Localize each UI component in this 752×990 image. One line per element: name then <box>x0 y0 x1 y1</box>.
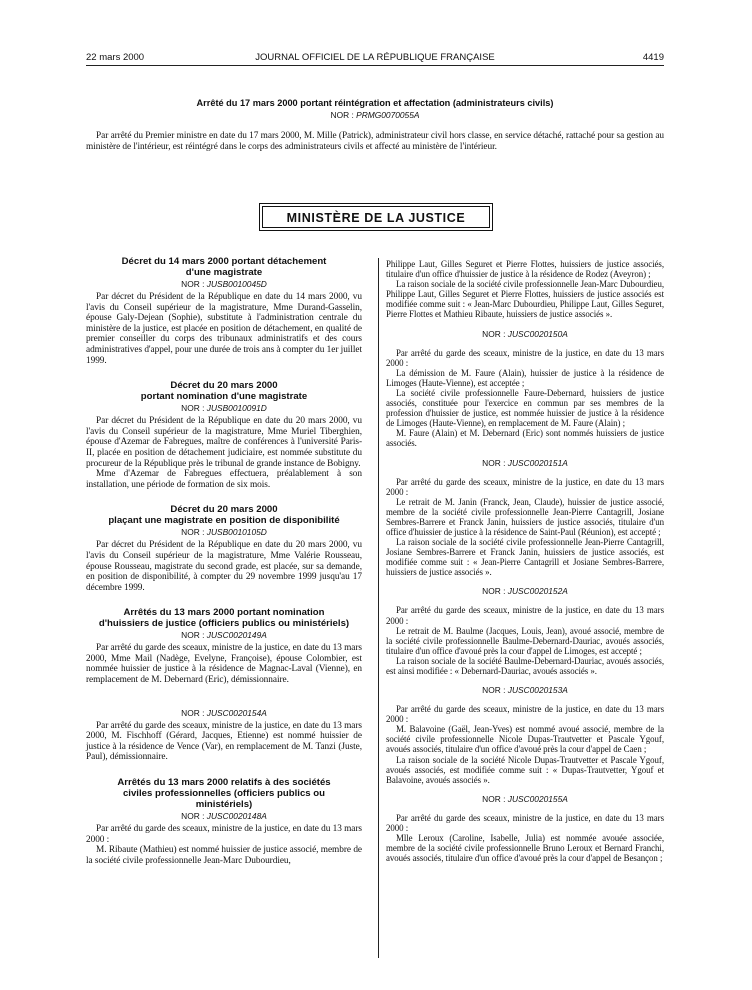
section-title: Décret du 20 mars 2000 portant nomination d'une magistrate <box>140 380 308 403</box>
paragraph: Par arrêté du garde des sceaux, ministre de la justice, en date du 13 mars 2000 : <box>386 476 664 497</box>
paragraph: La démission de M. Faure (Alain), huissier de justice à la résidence de Limoges (Haute-Vienne), est acceptée ; <box>386 367 664 388</box>
journal-title: JOURNAL OFFICIEL DE LA RÉPUBLIQUE FRANÇAISE <box>255 52 495 63</box>
section-title: Décret du 20 mars 2000 plaçant une magistrate en position de disponibilité <box>108 504 340 527</box>
arrete-body: Par arrêté du Premier ministre en date du 17 mars 2000, M. Mille (Patrick), administrateur civil hors classe, en service détaché, rattaché pour sa gestion au ministère de l'intérieur, est réintégré dans le corps des administrateurs civils et affecté au ministère de l'intérieur. <box>86 131 664 152</box>
ministry-heading: MINISTÈRE DE LA JUSTICE <box>262 206 490 228</box>
paragraph: La société civile professionnelle Faure-Debernard, huissiers de justice associés, constituée pour l'exercice en commun par ses membres de la profession d'huissier de justice, est nommée huissier de justice à la résidence de Limoges (Haute-Vienne), en remplacement de M. Faure (Alain) ; <box>386 387 664 429</box>
paragraph: Le retrait de M. Baulme (Jacques, Louis, Jean), avoué associé, membre de la société civile professionnelle Baulme-Debernard-Dauriac, avoués associés, titulaire d'un office d'avoué près la cour d'appel de Limoges, est accepté ; <box>386 625 664 656</box>
decret-nomination <box>86 380 362 490</box>
nor-reference: NOR : JUSC0020148A <box>181 811 267 822</box>
arretes-huissiers <box>86 607 362 763</box>
nor-reference: NOR : JUSC0020153A <box>482 685 568 696</box>
paragraph: Philippe Laut, Gilles Seguret et Pierre Flottes, huissiers de justice associés, titulaire d'un office d'huissier de justice à la résidence de Rodez (Aveyron) ; <box>386 259 664 280</box>
decret-disponibilite <box>86 504 362 593</box>
paragraph: Par arrêté du garde des sceaux, ministre de la justice, en date du 13 mars 2000, M. Fischhoff (Gérard, Jacques, Etienne) est nommé huissier de justice à la résidence de Vence (Var), en remplacement de M. Tanzi (Juste, Paul), démissionnaire. <box>86 720 362 763</box>
column-divider <box>378 258 379 958</box>
left-column <box>86 256 362 880</box>
paragraph: Mlle Leroux (Caroline, Isabelle, Julia) est nommée avouée associée, membre de la société civile professionnelle Bruno Leroux et Bernard Franchi, avoués associés, titulaire d'un office d'avoué près la cour d'appel de Besançon ; <box>386 833 664 864</box>
paragraph: La raison sociale de la société Baulme-Debernard-Dauriac, avoués associés, est ainsi modifiée : « Debernard-Dauriac, avoués associés ». <box>386 655 664 676</box>
issue-date: 22 mars 2000 <box>86 52 145 63</box>
section-title: Arrêtés du 13 mars 2000 relatifs à des sociétés civiles professionnelles (officiers publics ou ministériels) <box>117 777 331 811</box>
paragraph: La raison sociale de la société civile professionnelle Jean-Pierre Cantagrill, Josiane Sembres-Barrere et Franck Janin, huissiers de justice associés, est modifiée comme suit : « Jean-Pierre Cantagrill et Josiane Sembres-Barrere, huissiers de justice associés ». <box>386 537 664 578</box>
nor-reference: NOR : PRMG0070055A <box>330 110 420 120</box>
arrete-reintegration <box>86 98 664 152</box>
nor-reference: NOR : JUSB0010091D <box>181 403 267 414</box>
ministry-heading-box <box>259 203 493 231</box>
nor-reference: NOR : JUSC0020151A <box>482 457 568 468</box>
paragraph: La raison sociale de la société civile professionnelle Jean-Marc Dubourdieu, Philippe Laut, Gilles Seguret et Pierre Flottes, huissiers de justice associés est modifiée comme suit : « Jean-Marc Dubourdieu, Philippe Laut, Gilles Seguret, Pierre Flottes et Mathieu Ribaute, huissiers de justice associés ». <box>386 279 664 320</box>
nor-reference: NOR : JUSC0020149A <box>181 630 267 641</box>
paragraph: Mme d'Azemar de Fabregues effectuera, préalablement à son installation, une période de formation de six mois. <box>86 469 362 490</box>
paragraph: Par arrêté du garde des sceaux, ministre de la justice, en date du 13 mars 2000 : <box>386 347 664 368</box>
paragraph: Par arrêté du garde des sceaux, ministre de la justice, en date du 13 mars 2000 : <box>386 605 664 626</box>
page-header <box>86 52 664 66</box>
paragraph: Par arrêté du garde des sceaux, ministre de la justice, en date du 13 mars 2000 : <box>386 704 664 725</box>
section-title: Décret du 14 mars 2000 portant détachement d'une magistrate <box>121 256 327 278</box>
nor-reference: NOR : JUSB0010105D <box>181 527 267 538</box>
paragraph: Par arrêté du garde des sceaux, ministre de la justice, en date du 13 mars 2000, Mme Mail (Nadège, Evelyne, Françoise), épouse Colombier, est nommée huissier de justice à la résidence de Magnac-Laval (Vienne), en remplacement de M. Debernard (Eric), démissionnaire. <box>86 643 362 686</box>
arrete-title: Arrêté du 17 mars 2000 portant réintégration et affectation (administrateurs civils) <box>196 98 554 108</box>
paragraph: Par décret du Président de la République en date du 20 mars 2000, vu l'avis du Conseil supérieur de la magistrature, Mme Valérie Rousseau, épouse Rousseau, magistrate du second grade, est placée, sur sa demande, en position de disponibilité, à compter du 29 novembre 1999 jusqu'au 17 décembre 1999. <box>86 540 362 593</box>
paragraph: Par arrêté du garde des sceaux, ministre de la justice, en date du 13 mars 2000 : <box>386 812 664 833</box>
paragraph: M. Faure (Alain) et M. Debernard (Eric) sont nommés huissiers de justice associés. <box>386 428 664 449</box>
nor-reference: NOR : JUSB0010045D <box>181 279 267 289</box>
paragraph: Le retrait de M. Janin (Franck, Jean, Claude), huissier de justice associé, membre de la société civile professionnelle Jean-Pierre Cantagrill, Josiane Sembres-Barrere et Franck Janin, huissiers de justice associés, titulaire d'un office d'huissier de justice à la résidence de Saint-Paul (Réunion), est accepté ; <box>386 496 664 537</box>
nor-reference: NOR : JUSC0020154A <box>181 707 267 718</box>
paragraph: Par décret du Président de la République en date du 20 mars 2000, vu l'avis du Conseil supérieur de la magistrature, Mme Muriel Tiberghien, épouse d'Azemar de Fabregues, maître de conférences à l'université Paris-II, placée en position de détachement judiciaire, est nommée substitute du procureur de la République près le tribunal de grande instance de Bobigny. <box>86 416 362 469</box>
arretes-societes <box>86 777 362 866</box>
paragraph: Par décret du Président de la République en date du 14 mars 2000, vu l'avis du Conseil supérieur de la magistrature, Mme Durand-Gasselin, épouse Galy-Dejean (Sophie), substitute à l'administration centrale du ministère de la justice, est placée en position de détachement, en qualité de premier conseiller du corps des tribunaux administratifs et des cours administratives d'appel, pour une durée de trois ans à compter du 1er juillet 1999. <box>86 292 362 366</box>
decret-detachement <box>86 256 362 366</box>
paragraph: Par arrêté du garde des sceaux, ministre de la justice, en date du 13 mars 2000 : <box>86 824 362 845</box>
right-column <box>386 259 664 863</box>
paragraph: La raison sociale de la société Nicole Dupas-Trautvetter et Pascale Ygouf, avoués associés, est modifiée comme suit : « Dupas-Trautvetter, Ygouf et Balavoine, avoués associés ». <box>386 754 664 785</box>
page-number: 4419 <box>642 52 664 63</box>
paragraph: M. Balavoine (Gaël, Jean-Yves) est nommé avoué associé, membre de la société civile professionnelle Nicole Dupas-Trautvetter et Pascale Ygouf, avoués associés, titulaire d'un office d'avoué près la cour d'appel de Caen ; <box>386 724 664 755</box>
paragraph: M. Ribaute (Mathieu) est nommé huissier de justice associé, membre de la société civile professionnelle Jean-Marc Dubourdieu, <box>86 845 362 866</box>
nor-reference: NOR : JUSC0020152A <box>482 586 568 597</box>
nor-reference: NOR : JUSC0020150A <box>482 328 568 339</box>
nor-reference: NOR : JUSC0020155A <box>482 793 568 804</box>
section-title: Arrêtés du 13 mars 2000 portant nomination d'huissiers de justice (officiers publics ou ministériels) <box>98 607 350 630</box>
